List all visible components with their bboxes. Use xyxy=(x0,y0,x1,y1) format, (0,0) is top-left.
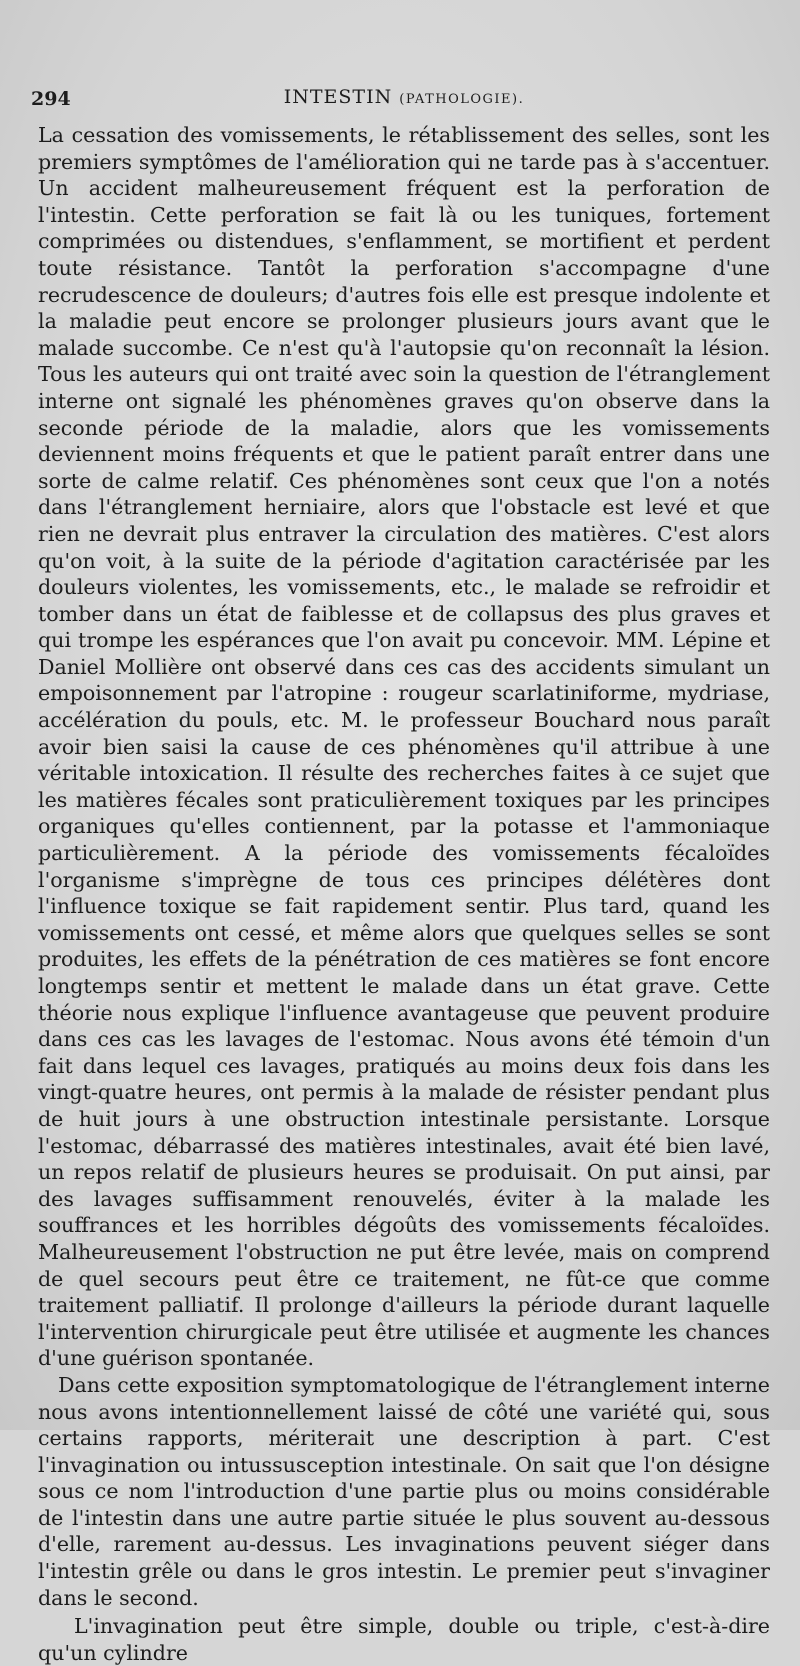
page-number: 294 xyxy=(31,88,71,110)
paragraph: La cessation des vomissements, le rétablissement des selles, sont les premiers symptômes de l'amélioration qui ne tarde pas à s'accentuer. Un accident malheureusement fréquent est la perforation de l'intestin. Cette perforation se fait là ou les tuniques, fortement comprimées ou distendues, s'enflamment, se mortifient et perdent toute résistance. Tantôt la perforation s'accompagne d'une recrudescence de douleurs; d'autres fois elle est presque indolente et la maladie peut encore se prolonger plusieurs jours avant que le malade succombe. Ce n'est qu'à l'autopsie qu'on reconnaît la lésion. Tous les auteurs qui ont traité avec soin la question de l'étranglement interne ont signalé les phénomènes graves qu'on observe dans la seconde période de la maladie, alors que les vomissements deviennent moins fréquents et que le patient paraît entrer dans une sorte de calme relatif. Ces phénomènes sont ceux que l'on a notés dans l'étranglement herniaire, alors que l'obstacle est levé et que rien ne devrait plus entraver la circulation des matières. C'est alors qu'on voit, à la suite de la période d'agitation caractérisée par les douleurs violentes, les vomissements, etc., le malade se refroidir et tomber dans un état de faiblesse et de collapsus des plus graves et qui trompe les espérances que l'on avait pu concevoir. MM. Lépine et Daniel Mollière ont observé dans ces cas des accidents simulant un empoisonnement par l'atropine : rougeur scarlatiniforme, mydriase, accélération du pouls, etc. M. le professeur Bouchard nous paraît avoir bien saisi la cause de ces phénomènes qu'il attribue à une véritable intoxication. Il résulte des recherches faites à ce sujet que les matières fécales sont praticulièrement toxiques par les principes organiques qu'elles contiennent, par la potasse et l'ammoniaque particulièrement. A la période des vomissements fécaloïdes l'organisme s'imprègne de tous ces principes délétères dont l'influence toxique se fait rapidement sentir. Plus tard, quand les vomissements ont cessé, et même alors que quelques selles se sont produites, les effets de la pénétration de ces matières se font encore longtemps sentir et mettent le malade dans un état grave. Cette théorie nous explique l'influence avantageuse que peuvent produire dans ces cas les lavages de l'estomac. Nous avons été témoin d'un fait dans lequel ces lavages, pratiqués au moins deux fois dans les vingt-quatre heures, ont permis à la malade de résister pendant plus de huit jours à une obstruction intestinale persistante. Lorsque l'estomac, débarrassé des matières intestinales, avait été bien lavé, un repos relatif de plusieurs heures se produisait. On put ainsi, par des lavages suffisamment renouvelés, éviter à la malade les souffrances et les horribles dégoûts des vomissements fécaloïdes. Malheureusement l'obstruction ne put être levée, mais on comprend de quel secours peut être ce traitement, ne fût-ce que comme traitement palliatif. Il prolonge d'ailleurs la période durant laquelle l'intervention chirurgicale peut être utilisée et augmente les chances d'une guérison spontanée. xyxy=(38,123,770,1371)
running-title-main: INTESTIN xyxy=(283,86,393,108)
running-header xyxy=(31,86,770,116)
body-text xyxy=(38,122,770,1666)
running-title-subtitle: (PATHOLOGIE). xyxy=(399,92,525,107)
running-title xyxy=(38,86,770,108)
paragraph: Dans cette exposition symptomatologique de l'étranglement interne nous avons intentionnellement laissé de côté une variété qui, sous certains rapports, mériterait une description à part. C'est l'invagination ou intussusception intestinale. On sait que l'on désigne sous ce nom l'introduction d'une partie plus ou moins considérable de l'intestin dans une autre partie située le plus souvent au-dessous d'elle, rarement au-dessus. Les invaginations peuvent siéger dans l'intestin grêle ou dans le gros intestin. Le premier peut s'invaginer dans le second. xyxy=(38,1372,770,1610)
paragraph: L'invagination peut être simple, double ou triple, c'est-à-dire qu'un cylindre xyxy=(38,1614,770,1665)
